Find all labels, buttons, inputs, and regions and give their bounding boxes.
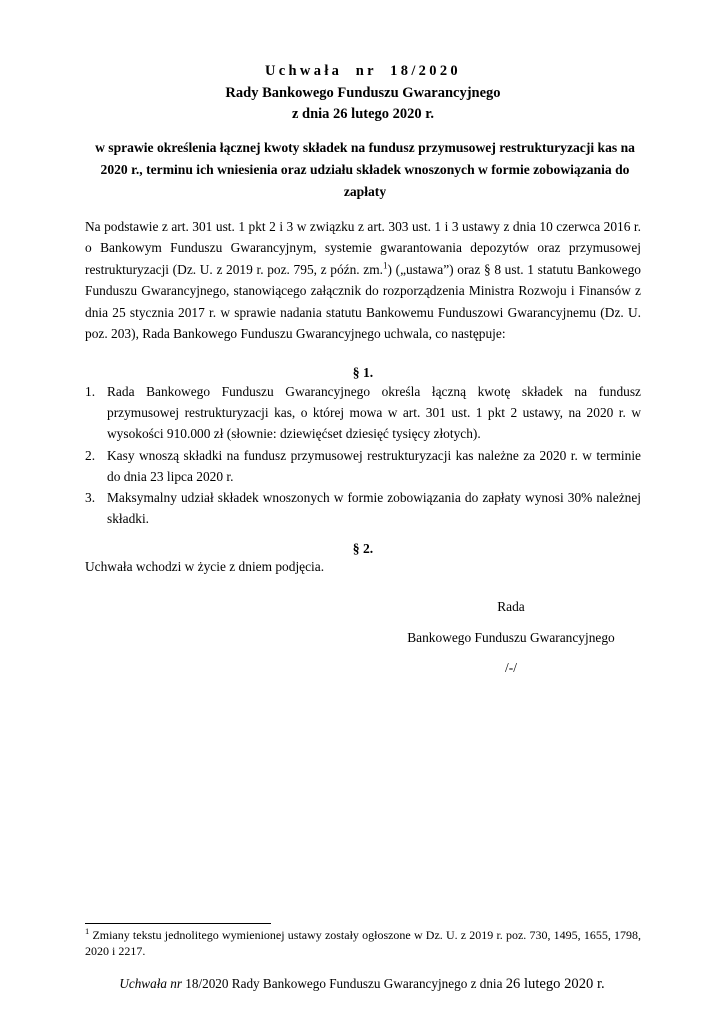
list-item-text: Maksymalny udział składek wnoszonych w formie zobowiązania do zapłaty wynosi 30% należnej składki.: [107, 490, 641, 527]
list-item: [85, 381, 641, 445]
footer-date: 26 lutego 2020 r.: [505, 976, 605, 992]
section-1-heading: § 1.: [352, 365, 374, 380]
footnote-separator-rule: [85, 923, 271, 924]
resolution-number: Uchwała nr 18/2020: [264, 63, 462, 79]
signature-organization: Bankowego Funduszu Gwarancyjnego: [407, 629, 615, 645]
footnote-marker: 1: [85, 926, 90, 936]
section-1-list: [85, 381, 641, 529]
footer-middle-text: 18/2020 Rady Bankowego Funduszu Gwarancyjnego z dnia: [185, 976, 503, 991]
list-item-text: Rada Bankowego Funduszu Gwarancyjnego określa łączną kwotę składek na fundusz przymusowej restrukturyzacji kas, o której mowa w art. 301 ust. 1 pkt 2 ustawy, na 2020 r. w wysokości 910.000 zł (słownie: dziewięćset dziesięć tysięcy złotych).: [107, 384, 641, 442]
legal-basis-paragraph: [85, 216, 641, 344]
page-footer: [0, 976, 724, 993]
footnote-area: [85, 923, 641, 959]
effective-date-text: Uchwała wchodzi w życie z dniem podjęcia.: [85, 559, 325, 574]
legal-basis-text-before-ref: Na podstawie z art. 301 ust. 1 pkt 2 i 3 w związku z art. 303 ust. 1 i 3 ustawy z dnia 10 czerwca 2016 r. o Bankowym Funduszu Gwarancyjnym, systemie gwarantowania depozytów oraz przymusowej restrukturyzacji (Dz. U. z 2019 r. poz. 795, z późn. zm.: [85, 219, 641, 277]
list-item: [85, 445, 641, 487]
resolution-date: z dnia 26 lutego 2020 r.: [291, 106, 435, 122]
council-name: Rady Bankowego Funduszu Gwarancyjnego: [225, 84, 501, 101]
list-item-number: 3.: [85, 490, 96, 506]
section-2-heading: § 2.: [352, 541, 374, 556]
footnote-reference: 1: [383, 260, 388, 271]
signature-council: Rada: [497, 599, 525, 614]
resolution-header: [85, 61, 641, 126]
list-item-text: Kasy wnoszą składki na fundusz przymusowej restrukturyzacji kas należne za 2020 r. w terminie do dnia 23 lipca 2020 r.: [107, 447, 641, 484]
footnote: [85, 928, 641, 959]
signature-mark: /-/: [505, 660, 517, 675]
footer-resolution-label: Uchwała nr: [119, 976, 182, 991]
list-item-number: 1.: [85, 384, 96, 399]
resolution-subject: w sprawie określenia łącznej kwoty składek na fundusz przymusowej restrukturyzacji kas na 2020 r., terminu ich wniesienia oraz udziału składek wnoszonych w formie zobowiązania do zapłaty: [95, 140, 635, 199]
legal-basis-text-after-ref: ) („ustawa”) oraz § 8 ust. 1 statutu Bankowego Funduszu Gwarancyjnego, stanowiącego załącznik do rozporządzenia Ministra Rozwoju i Finansów z dnia 25 stycznia 2017 r. w sprawie nadania statutu Bankowemu Funduszowi Gwarancyjnemu (Dz. U. poz. 203), Rada Bankowego Funduszu Gwarancyjnego uchwala, co następuje:: [85, 261, 641, 342]
list-item: [85, 487, 641, 529]
signature-block: [395, 592, 627, 684]
list-item-number: 2.: [85, 447, 96, 463]
footnote-text: Zmiany tekstu jednolitego wymienionej ustawy zostały ogłoszone w Dz. U. z 2019 r. poz. 730, 1495, 1655, 1798, 2020 i 2217.: [85, 928, 642, 958]
